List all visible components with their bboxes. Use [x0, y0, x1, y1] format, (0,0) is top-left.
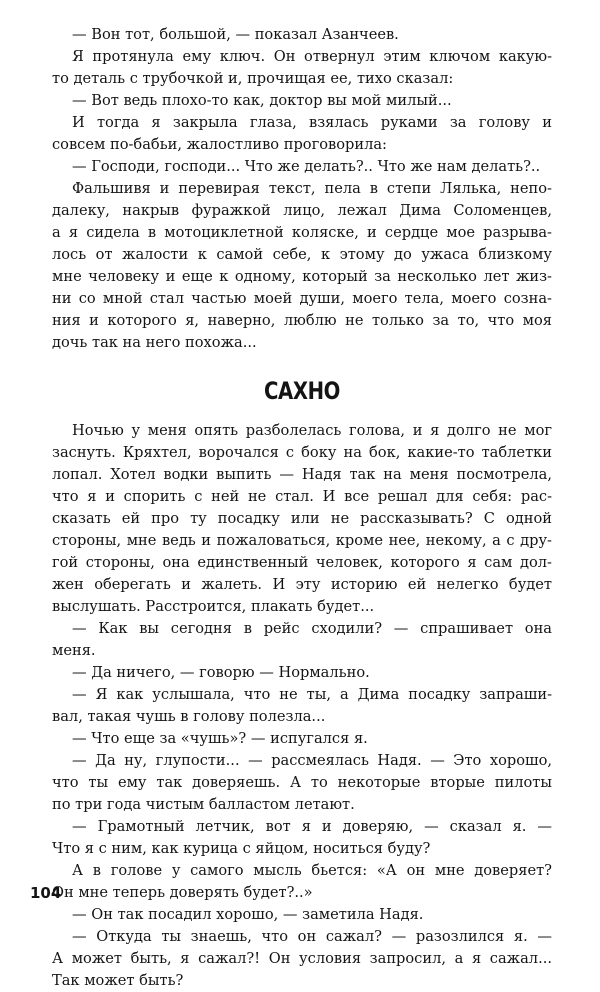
paragraph [52, 112, 552, 156]
text-line: гой стороны, она единственный человек, которого я сам дол- [52, 554, 552, 571]
text-line: мне человеку и еще к одному, который за несколько лет жиз- [52, 268, 552, 285]
text-line: — Он так посадил хорошо, — заметила Надя. [72, 906, 424, 923]
paragraph [52, 662, 552, 684]
text-line: Он мне теперь доверять будет?..» [52, 884, 313, 901]
text-line: ния и которого я, наверно, люблю не только за то, что моя [52, 312, 552, 329]
text-line: Я протянула ему ключ. Он отвернул этим ключом какую- [72, 48, 552, 65]
text-line: лось от жалости к самой себе, к этому до ужаса близкому [52, 246, 552, 263]
text-line: — Как вы сегодня в рейс сходили? — спрашивает она [72, 620, 552, 637]
text-line: — Господи, господи... Что же делать?.. Что же нам делать?.. [72, 158, 541, 175]
text-line: совсем по-бабьи, жалостливо проговорила: [52, 136, 387, 153]
chapter-heading: САХНО [263, 377, 341, 405]
text-line: А может быть, я сажал?! Он условия запросил, а я сажал... [52, 950, 552, 967]
text-line: то деталь с трубочкой и, прочищая ее, тихо сказал: [52, 70, 454, 87]
text-line: — Вон тот, большой, — показал Азанчеев. [72, 26, 399, 43]
paragraph [52, 926, 552, 992]
chapter-text [52, 420, 552, 992]
text-line: — Да ну, глупости... — рассмеялась Надя. — Это хорошо, [72, 752, 552, 769]
text-line: выслушать. Расстроится, плакать будет... [52, 598, 375, 615]
paragraph [52, 420, 552, 618]
text-line: стороны, мне ведь и пожаловаться, кроме нее, некому, а с дру- [52, 532, 552, 549]
text-line: меня. [52, 642, 96, 659]
paragraph [52, 684, 552, 728]
text-line: — Вот ведь плохо-то как, доктор вы мой милый... [72, 92, 452, 109]
text-line: Ночью у меня опять разболелась голова, и я долго не мог [72, 422, 552, 439]
paragraph [52, 728, 552, 750]
text-line: лопал. Хотел водки выпить — Надя так на меня посмотрела, [52, 466, 552, 483]
text-line: Что я с ним, как курица с яйцом, носиться буду? [52, 840, 431, 857]
text-line: далеку, накрыв фуражкой лицо, лежал Дима Соломенцев, [52, 202, 552, 219]
paragraph [52, 24, 552, 46]
text-line: ни со мной стал частью моей души, моего тела, моего созна- [52, 290, 552, 307]
paragraph [52, 860, 552, 904]
text-line: — Грамотный летчик, вот я и доверяю, — сказал я. — [72, 818, 552, 835]
text-line: заснуть. Кряхтел, ворочался с боку на бок, какие-то таблетки [52, 444, 552, 461]
text-line: Фальшивя и перевирая текст, пела в степи Лялька, непо- [72, 180, 552, 197]
text-line: Так может быть? [52, 972, 184, 989]
text-line: вал, такая чушь в голову полезла... [52, 708, 326, 725]
text-line: что я и спорить с ней не стал. И все решал для себя: рас- [52, 488, 552, 505]
paragraph [52, 816, 552, 860]
text-line: — Что еще за «чушь»? — испугался я. [72, 730, 368, 747]
text-line: А в голове у самого мысль бьется: «А он мне доверяет? [72, 862, 552, 879]
text-line: дочь так на него похожа... [52, 334, 257, 351]
paragraph [52, 90, 552, 112]
text-line: — Откуда ты знаешь, что он сажал? — разозлился я. — [72, 928, 552, 945]
text-line: — Да ничего, — говорю — Нормально. [72, 664, 370, 681]
text-line: — Я как услышала, что не ты, а Дима посадку запраши- [72, 686, 552, 703]
text-line: сказать ей про ту посадку или не рассказывать? С одной [52, 510, 552, 527]
paragraph [52, 156, 552, 178]
text-line: а я сидела в мотоциклетной коляске, и сердце мое разрыва- [52, 224, 552, 241]
paragraph [52, 750, 552, 816]
text-line: что ты ему так доверяешь. А то некоторые вторые пилоты [52, 774, 552, 791]
paragraph [52, 618, 552, 662]
paragraph [52, 904, 552, 926]
story-continuation [52, 24, 552, 354]
paragraph [52, 178, 552, 354]
text-line: по три года чистым балластом летают. [52, 796, 355, 813]
book-page [52, 24, 552, 992]
page-number: 104 [30, 884, 62, 902]
paragraph [52, 46, 552, 90]
text-line: И тогда я закрыла глаза, взялась руками за голову и [72, 114, 552, 131]
text-line: жен оберегать и жалеть. И эту историю ей нелегко будет [52, 576, 552, 593]
